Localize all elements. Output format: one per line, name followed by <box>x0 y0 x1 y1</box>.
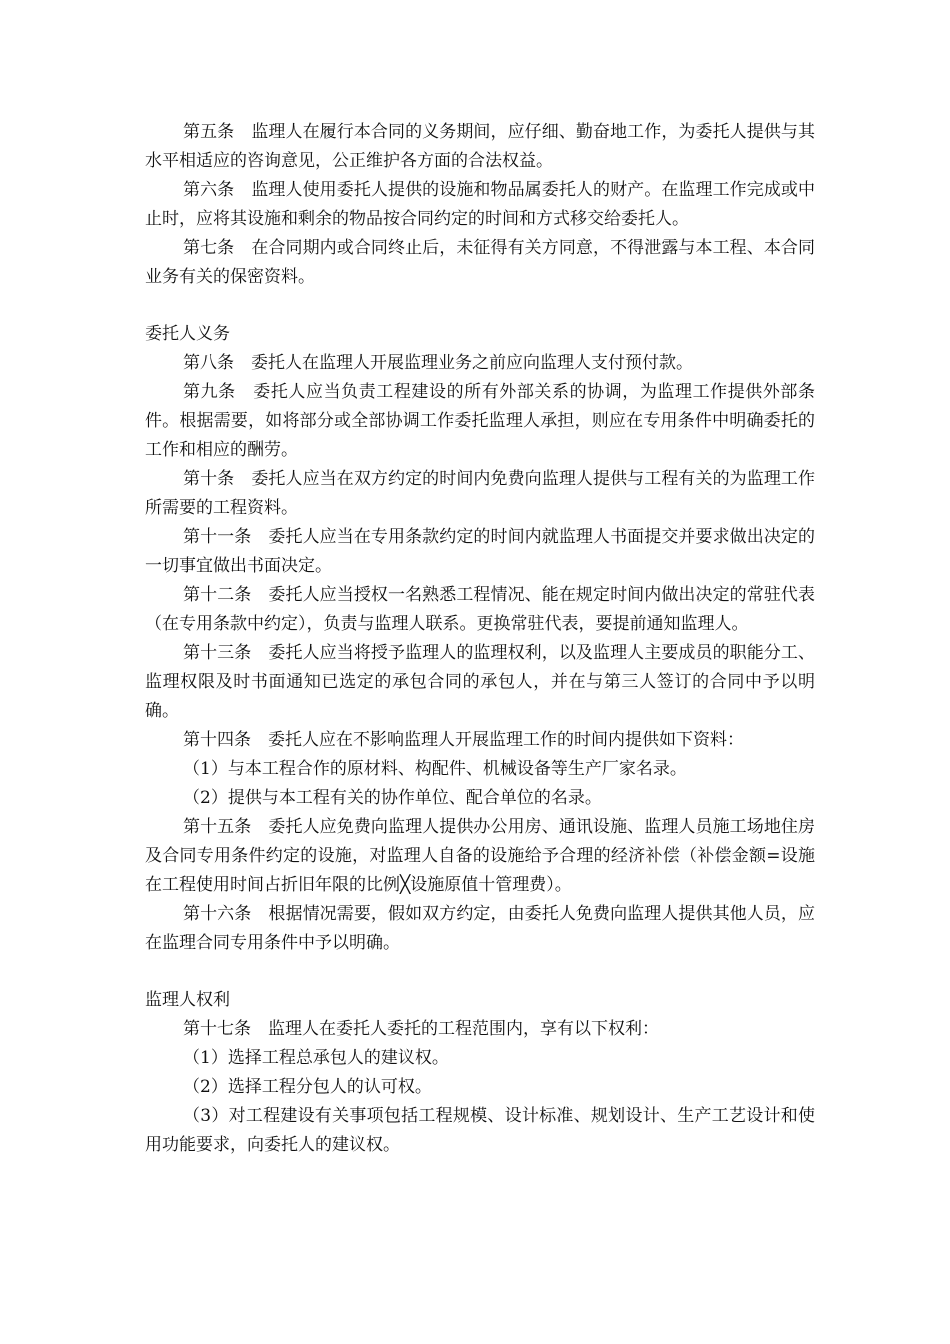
section-heading-client-duties: 委托人义务 <box>145 324 230 344</box>
article-10: 第十条 委托人应当在双方约定的时间内免费向监理人提供与工程有关的为监理工作所需要的工程资料。 <box>145 469 815 518</box>
article-14: 第十四条 委托人应在不影响监理人开展监理工作的时间内提供如下资料： <box>183 730 744 750</box>
section-supervisor-rights <box>145 986 815 1160</box>
section-supervisor-duties <box>145 118 815 292</box>
section-heading-supervisor-rights: 监理人权利 <box>145 990 230 1010</box>
article-14-item-1: （1）与本工程合作的原材料、构配件、机械设备等生产厂家名录。 <box>183 759 687 779</box>
article-13: 第十三条 委托人应当将授予监理人的监理权利，以及监理人主要成员的职能分工、监理权限及时书面通知已选定的承包合同的承包人，并在与第三人签订的合同中予以明确。 <box>145 643 815 721</box>
article-17: 第十七条 监理人在委托人委托的工程范围内，享有以下权利： <box>183 1019 659 1039</box>
document-page <box>145 118 815 1160</box>
article-17-item-3: （3）对工程建设有关事项包括工程规模、设计标准、规划设计、生产工艺设计和使用功能要求，向委托人的建议权。 <box>145 1106 815 1155</box>
article-17-item-1: （1）选择工程总承包人的建议权。 <box>183 1048 449 1068</box>
article-12: 第十二条 委托人应当授权一名熟悉工程情况、能在规定时间内做出决定的常驻代表（在专用条款中约定），负责与监理人联系。更换常驻代表，要提前通知监理人。 <box>145 585 815 634</box>
article-8: 第八条 委托人在监理人开展监理业务之前应向监理人支付预付款。 <box>183 353 693 373</box>
article-11: 第十一条 委托人应当在专用条款约定的时间内就监理人书面提交并要求做出决定的一切事宜做出书面决定。 <box>145 527 815 576</box>
article-7: 第七条 在合同期内或合同终止后，未征得有关方同意，不得泄露与本工程、本合同业务有关的保密资料。 <box>145 238 815 287</box>
article-15: 第十五条 委托人应免费向监理人提供办公用房、通讯设施、监理人员施工场地住房及合同专用条件约定的设施，对监理人自备的设施给予合理的经济补偿（补偿金额=设施在工程使用时间占折旧年限的比例╳设施原值十管理费）。 <box>145 817 815 895</box>
article-6: 第六条 监理人使用委托人提供的设施和物品属委托人的财产。在监理工作完成或中止时，应将其设施和剩余的物品按合同约定的时间和方式移交给委托人。 <box>145 180 815 229</box>
article-17-item-2: （2）选择工程分包人的认可权。 <box>183 1077 432 1097</box>
article-14-item-2: （2）提供与本工程有关的协作单位、配合单位的名录。 <box>183 788 602 808</box>
article-9: 第九条 委托人应当负责工程建设的所有外部关系的协调，为监理工作提供外部条件。根据需要，如将部分或全部协调工作委托监理人承担，则应在专用条件中明确委托的工作和相应的酬劳。 <box>145 382 815 460</box>
article-16: 第十六条 根据情况需要，假如双方约定，由委托人免费向监理人提供其他人员，应在监理合同专用条件中予以明确。 <box>145 904 815 953</box>
section-client-duties <box>145 320 815 958</box>
section-gap <box>145 958 815 986</box>
section-gap <box>145 292 815 320</box>
article-5: 第五条 监理人在履行本合同的义务期间，应仔细、勤奋地工作，为委托人提供与其水平相适应的咨询意见，公正维护各方面的合法权益。 <box>145 122 815 171</box>
